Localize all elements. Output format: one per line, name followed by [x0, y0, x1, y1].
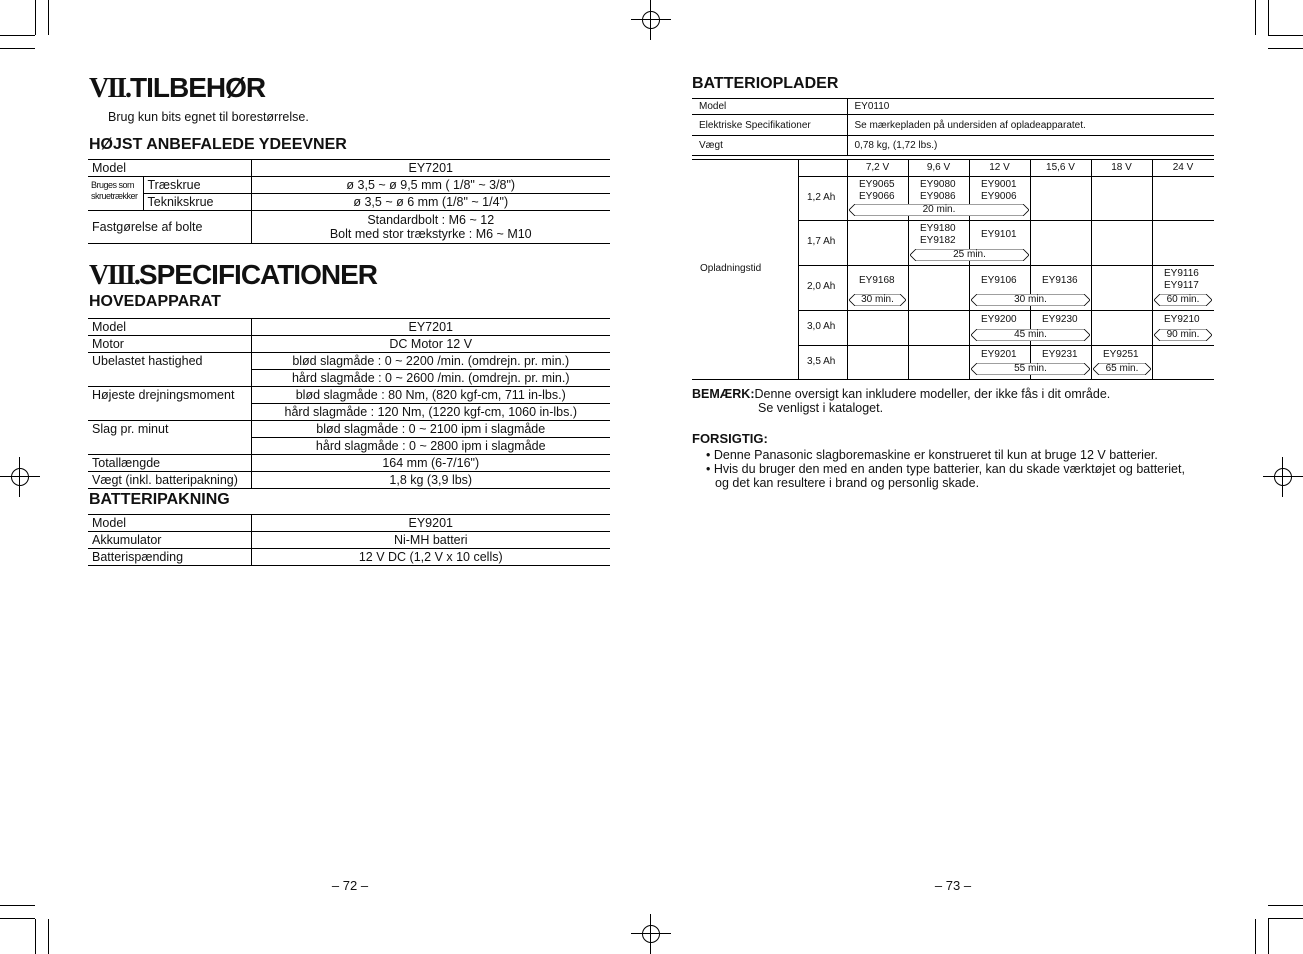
section-8-numeral: VIII. [89, 260, 139, 291]
main-unit-table [88, 318, 610, 489]
note-line-2: Se venligst i kataloget. [758, 401, 884, 415]
screwdriver-group-label [88, 177, 143, 211]
table-row [88, 177, 610, 194]
voltage-header-18: 18 V [1111, 162, 1132, 173]
caution-list [706, 448, 1185, 490]
voltage-header-24: 24 V [1172, 162, 1194, 173]
voltage-header-9-6: 9,6 V [926, 162, 951, 173]
weight-value: 1,8 kg (3,9 lbs) [251, 472, 610, 489]
page-number-right: – 73 – [934, 878, 972, 893]
battery-model: EY9200 [981, 314, 1017, 325]
caution-bullet-2: • Hvis du bruger den med en anden type batterier, kan du skade værktøjet og batteriet, [706, 462, 1185, 476]
impact-label: Slag pr. minut [88, 421, 251, 455]
note-block [692, 387, 1110, 415]
capacity-3-0: 3,0 Ah [807, 321, 836, 332]
battery-model: EY9116 EY9117 [1164, 268, 1199, 291]
main-model-label: Model [92, 320, 127, 334]
battery-model: EY9230 [1042, 314, 1078, 325]
battery-model: EY9136 [1042, 275, 1078, 286]
registration-mark-left [0, 457, 40, 497]
section-8-title [89, 259, 377, 292]
capacity-model-value: EY7201 [251, 160, 610, 177]
charger-spec-table [692, 98, 1214, 156]
caution-heading: FORSIGTIG: [692, 431, 768, 446]
voltage-value: 12 V DC (1,2 V x 10 cells) [251, 549, 610, 566]
capacity-1-7: 1,7 Ah [807, 236, 836, 247]
accessories-intro: Brug kun bits egnet til borestørrelse. [108, 110, 309, 124]
charge-time-badge: 60 min. [1154, 294, 1212, 306]
charge-time-badge: 65 min. [1093, 363, 1151, 375]
motor-label: Motor [92, 337, 124, 351]
capacity-table [88, 159, 610, 244]
table-row [88, 336, 610, 353]
charging-time-chart [692, 159, 1214, 380]
torque-label: Højeste drejningsmoment [88, 387, 251, 421]
charger-elec-value: Se mærkepladen på undersiden af opladeapparatet. [847, 115, 1214, 136]
charge-time-badge: 25 min. [910, 249, 1029, 261]
voltage-label: Batterispænding [92, 550, 184, 564]
capacity-1-2: 1,2 Ah [807, 192, 836, 203]
table-row [88, 515, 610, 532]
speed-soft: blød slagmåde : 0 ~ 2200 /min. (omdrejn. pr. min.) [251, 353, 610, 370]
note-line-1: Denne oversigt kan inkludere modeller, der ikke fås i dit område. [754, 387, 1111, 401]
section-7-title [89, 72, 265, 105]
table-row [88, 319, 610, 336]
capacity-3-5: 3,5 Ah [807, 356, 836, 367]
table-row [88, 455, 610, 472]
bolt-value-high-tensile: Bolt med stor trækstyrke : M6 ~ M10 [329, 227, 532, 241]
table-row [692, 136, 1214, 156]
battery-pack-table [88, 514, 610, 566]
caution-bullet-2-cont: og det kan resultere i brand og personlig skade. [715, 476, 980, 490]
battery-model: EY9106 [981, 275, 1017, 286]
charger-heading: BATTERIOPLADER [692, 75, 839, 92]
table-row [88, 194, 610, 211]
main-unit-heading: HOVEDAPPARAT [89, 293, 221, 310]
length-value: 164 mm (6-7/16") [251, 455, 610, 472]
group-label-line-2: skruetrækker [91, 191, 138, 201]
battery-model: EY9065 EY9066 [859, 179, 895, 202]
capacity-2-0: 2,0 Ah [807, 281, 836, 292]
battery-model: EY9180 EY9182 [920, 223, 956, 246]
charge-time-badge: 45 min. [971, 329, 1090, 341]
motor-value: DC Motor 12 V [251, 336, 610, 353]
battery-model: EY9101 [981, 229, 1017, 240]
battery-model: EY9168 [859, 275, 895, 286]
accumulator-value: Ni-MH batteri [251, 532, 610, 549]
charger-elec-label: Elektriske Specifikationer [692, 115, 847, 136]
battery-model: EY9210 [1164, 314, 1200, 325]
section-7-numeral: VII. [89, 73, 131, 104]
voltage-header-12: 12 V [989, 162, 1010, 173]
charger-weight-label: Vægt [692, 136, 847, 156]
note-label: BEMÆRK: [692, 387, 755, 401]
battery-model: EY9231 [1042, 349, 1078, 360]
weight-label: Vægt (inkl. batteripakning) [92, 473, 238, 487]
wood-screw-label: Træskrue [143, 177, 251, 194]
charge-time-badge: 90 min. [1154, 329, 1212, 341]
table-row [88, 472, 610, 489]
impact-hard: hård slagmåde : 0 ~ 2800 ipm i slagmåde [251, 438, 610, 455]
length-label: Totallængde [92, 456, 161, 470]
table-row [88, 549, 610, 566]
group-label-line-1: Bruges som [91, 180, 135, 190]
charger-model-value: EY0110 [847, 99, 1214, 115]
charge-time-badge: 55 min. [971, 363, 1090, 375]
bolt-value-standard: Standardbolt : M6 ~ 12 [367, 213, 495, 227]
battery-model: EY9251 [1103, 349, 1139, 360]
section-7-heading: TILBEHØR [130, 72, 266, 103]
bolt-values [251, 211, 610, 244]
table-row [692, 99, 1214, 115]
registration-mark-right [1263, 457, 1303, 497]
charger-model-label: Model [692, 99, 847, 115]
main-model-value: EY7201 [251, 319, 610, 336]
charger-weight-value: 0,78 kg, (1,72 lbs.) [847, 136, 1214, 156]
torque-soft: blød slagmåde : 80 Nm, (820 kgf-cm, 711 in-lbs.) [251, 387, 610, 404]
voltage-header-15-6: 15,6 V [1046, 162, 1075, 173]
battery-model: EY9001 EY9006 [981, 179, 1017, 202]
battery-pack-heading: BATTERIPAKNING [89, 491, 230, 508]
charge-time-badge: 30 min. [971, 294, 1090, 306]
charge-time-badge: 30 min. [849, 294, 906, 306]
caution-bullet-1: • Denne Panasonic slagboremaskine er konstrueret til kun at bruge 12 V batterier. [706, 448, 1158, 462]
wood-screw-value: ø 3,5 ~ ø 9,5 mm ( 1/8" ~ 3/8") [251, 177, 610, 194]
accumulator-label: Akkumulator [92, 533, 162, 547]
registration-mark-bottom [631, 914, 671, 954]
capacity-heading: HØJST ANBEFALEDE YDEEVNER [89, 136, 347, 153]
charging-time-label: Opladningstid [700, 263, 762, 274]
tech-screw-value: ø 3,5 ~ ø 6 mm (1/8" ~ 1/4") [251, 194, 610, 211]
section-8-heading: SPECIFICATIONER [138, 259, 377, 290]
battery-model: EY9201 [981, 349, 1017, 360]
table-row [88, 211, 610, 244]
page-number-left: – 72 – [331, 878, 369, 893]
table-row [88, 353, 610, 370]
table-row [88, 387, 610, 404]
bolt-label: Fastgørelse af bolte [92, 220, 203, 234]
torque-hard: hård slagmåde : 120 Nm, (1220 kgf-cm, 1060 in-lbs.) [251, 404, 610, 421]
registration-mark-top [631, 0, 671, 40]
speed-label: Ubelastet hastighed [88, 353, 251, 387]
speed-hard: hård slagmåde : 0 ~ 2600 /min. (omdrejn. pr. min.) [251, 370, 610, 387]
battery-model: EY9080 EY9086 [920, 179, 956, 202]
pack-model-label: Model [92, 516, 127, 530]
table-row [88, 160, 610, 177]
pack-model-value: EY9201 [251, 515, 610, 532]
voltage-header-7-2: 7,2 V [865, 162, 890, 173]
table-row [692, 115, 1214, 136]
charge-time-badge: 20 min. [849, 204, 1029, 216]
table-row [88, 421, 610, 438]
capacity-model-label: Model [92, 161, 127, 175]
impact-soft: blød slagmåde : 0 ~ 2100 ipm i slagmåde [251, 421, 610, 438]
tech-screw-label: Teknikskrue [143, 194, 251, 211]
table-row [88, 532, 610, 549]
